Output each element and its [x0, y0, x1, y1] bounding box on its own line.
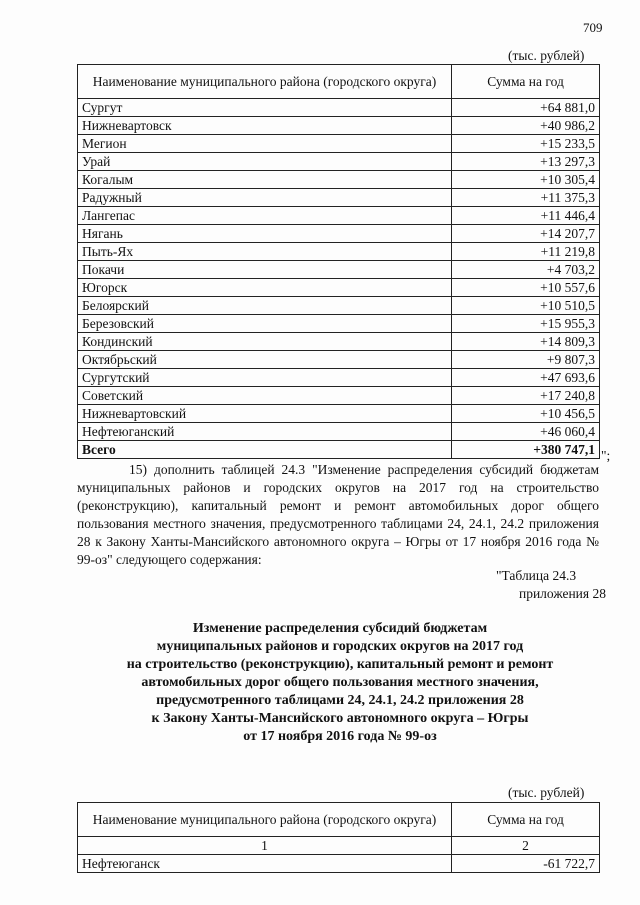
municipality-name: Урай — [78, 153, 452, 171]
section-title-line: предусмотренного таблицами 24, 24.1, 24.2 приложения 28 — [156, 693, 524, 708]
municipality-name: Нефтеюганск — [78, 855, 452, 873]
section-title-line: Изменение распределения субсидий бюджетам — [192, 621, 488, 636]
municipality-name: Нижневартовск — [78, 117, 452, 135]
section-title — [90, 620, 590, 746]
table-row — [78, 405, 600, 423]
table-row — [78, 855, 600, 873]
total-label: Всего — [78, 441, 452, 459]
municipality-name: Октябрьский — [78, 351, 452, 369]
section-title-line: к Закону Ханты-Мансийского автономного округа – Югры — [151, 711, 529, 726]
municipality-name: Нягань — [78, 225, 452, 243]
table-row — [78, 99, 600, 117]
amount-value: +4 703,2 — [452, 261, 600, 279]
table-caption-line: "Таблица 24.3 — [496, 568, 577, 583]
table-row — [78, 135, 600, 153]
amount-value: +11 375,3 — [452, 189, 600, 207]
table-row — [78, 279, 600, 297]
municipality-name: Березовский — [78, 315, 452, 333]
amount-value: +15 955,3 — [452, 315, 600, 333]
municipality-name: Когалым — [78, 171, 452, 189]
table-caption — [496, 567, 606, 603]
municipality-name: Мегион — [78, 135, 452, 153]
table-row — [78, 207, 600, 225]
section-title-line: от 17 ноября 2016 года № 99-оз — [243, 729, 437, 744]
header-municipality: Наименование муниципального района (городского округа) — [78, 65, 452, 99]
amount-value: +47 693,6 — [452, 369, 600, 387]
amendment-paragraph: 15) дополнить таблицей 24.3 "Изменение распределения субсидий бюджетам муниципальных районов и городских округов на 2017 год на строительство (реконструкцию), капитальный ремонт и ремонт автомобильных дорог общего пользования местного значения, предусмотренного таблицами 24, 24.1, 24.2 приложения 28 к Закону Ханты-Мансийского автономного округа – Югры от 17 ноября 2016 года № 99-оз" следующего содержания: — [77, 462, 599, 567]
units-label: (тыс. рублей) — [508, 48, 585, 63]
municipality-name: Покачи — [78, 261, 452, 279]
amount-value: +14 207,7 — [452, 225, 600, 243]
amount-value: +14 809,3 — [452, 333, 600, 351]
table-header-row — [78, 803, 600, 837]
table-row — [78, 243, 600, 261]
municipality-name: Сургут — [78, 99, 452, 117]
amount-value: +10 305,4 — [452, 171, 600, 189]
amount-value: -61 722,7 — [452, 855, 600, 873]
column-index: 2 — [452, 837, 600, 855]
table-row — [78, 387, 600, 405]
amount-value: +10 510,5 — [452, 297, 600, 315]
section-title-line: автомобильных дорог общего пользования местного значения, — [141, 675, 539, 690]
table-row — [78, 297, 600, 315]
table-row — [78, 261, 600, 279]
amount-value: +46 060,4 — [452, 423, 600, 441]
amount-value: +15 233,5 — [452, 135, 600, 153]
municipality-name: Лангепас — [78, 207, 452, 225]
amount-value: +9 807,3 — [452, 351, 600, 369]
amount-value: +10 557,6 — [452, 279, 600, 297]
table-caption-line: приложения 28 — [518, 586, 606, 601]
closing-quote-mark: "; — [601, 448, 611, 463]
amount-value: +17 240,8 — [452, 387, 600, 405]
table-total-row — [78, 441, 600, 459]
table-row — [78, 351, 600, 369]
amount-value: +40 986,2 — [452, 117, 600, 135]
table-row — [78, 117, 600, 135]
amount-value: +11 219,8 — [452, 243, 600, 261]
amount-value: +13 297,3 — [452, 153, 600, 171]
subsidy-table — [77, 64, 600, 459]
municipality-name: Кондинский — [78, 333, 452, 351]
table-row — [78, 315, 600, 333]
table-row — [78, 423, 600, 441]
table-row — [78, 333, 600, 351]
section-title-line: на строительство (реконструкцию), капитальный ремонт и ремонт — [126, 657, 554, 672]
municipality-name: Советский — [78, 387, 452, 405]
amount-value: +64 881,0 — [452, 99, 600, 117]
total-value: +380 747,1 — [452, 441, 600, 459]
table-row — [78, 171, 600, 189]
municipality-name: Югорск — [78, 279, 452, 297]
table-row — [78, 369, 600, 387]
municipality-name: Нефтеюганский — [78, 423, 452, 441]
subsidy-change-table — [77, 802, 600, 873]
section-title-line: муниципальных районов и городских округов на 2017 год — [156, 639, 524, 654]
column-index: 1 — [78, 837, 452, 855]
column-index-row — [78, 837, 600, 855]
municipality-name: Пыть-Ях — [78, 243, 452, 261]
municipality-name: Нижневартовский — [78, 405, 452, 423]
municipality-name: Радужный — [78, 189, 452, 207]
municipality-name: Белоярский — [78, 297, 452, 315]
amount-value: +11 446,4 — [452, 207, 600, 225]
table-row — [78, 153, 600, 171]
table-header-row — [78, 65, 600, 99]
table-row — [78, 225, 600, 243]
page-number: 709 — [583, 20, 603, 35]
table-row — [78, 189, 600, 207]
units-label: (тыс. рублей) — [508, 785, 585, 800]
header-municipality: Наименование муниципального района (городского округа) — [78, 803, 452, 837]
amount-value: +10 456,5 — [452, 405, 600, 423]
header-amount: Сумма на год — [452, 65, 600, 99]
header-amount: Сумма на год — [452, 803, 600, 837]
municipality-name: Сургутский — [78, 369, 452, 387]
